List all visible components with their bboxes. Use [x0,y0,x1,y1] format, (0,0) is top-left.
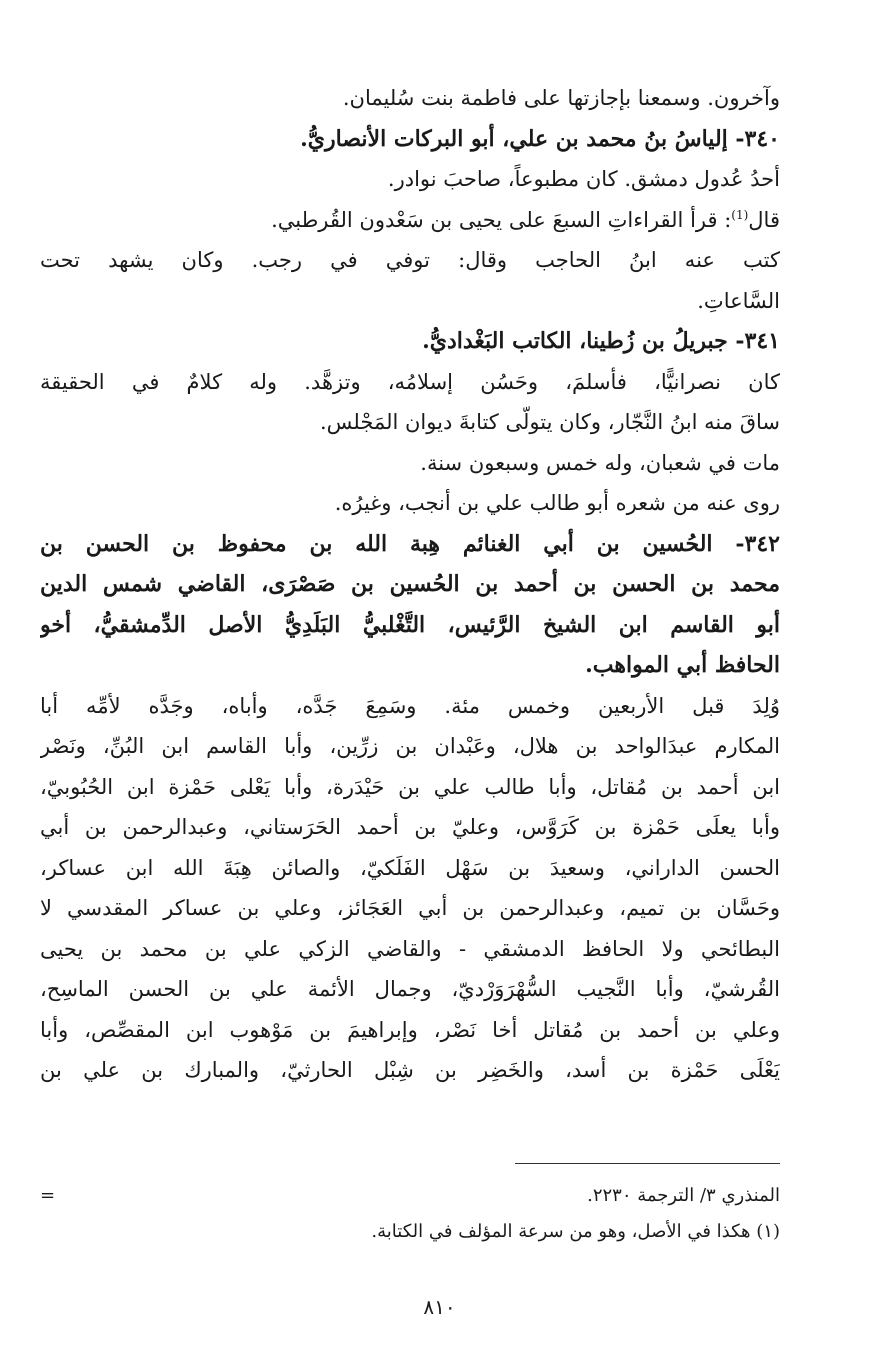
text-segment: قال [748,207,780,232]
page-number: ٨١٠ [423,1295,456,1319]
footnote-continuation [40,1181,780,1211]
entry-heading-342-cont: محمد بن الحسن بن أحمد بن الحُسين بن صَصْرَى، القاضي شمس الدين [40,571,780,597]
entry-heading-342: ٣٤٢- الحُسين بن أبي الغنائم هِبة الله بن محفوظ بن الحسن بن [40,530,780,557]
footnote-divider [515,1163,780,1164]
text-line: وعلي بن أحمد بن مُقاتل أخا نَصْر، وإبراهيمَ بن مَوْهوب ابن المقصِّص، وأبا [40,1017,780,1042]
text-line: وأبا يعلَى حَمْزة بن كَرَوَّس، وعليّ بن أحمد الحَرَستاني، وعبدالرحمن بن أبي [40,815,780,839]
text-line: المكارم عبدَالواحد بن هلال، وعَبْدان بن زرِّين، وأبا القاسم ابن البُنِّ، ونَصْر [40,734,780,758]
entry-heading-342-cont: أبو القاسم ابن الشيخ الرَّئيس، التَّغْلبيُّ البَلَدِيُّ الأصل الدِّمشقيُّ، أخو [40,611,780,638]
footnote-continuation-text: المنذري ٣/ الترجمة ٢٢٣٠. [587,1185,780,1206]
continuation-mark: = [40,1185,56,1206]
text-line: وآخرون. وسمعنا بإجازتها على فاطمة بنت سُليمان. [342,86,780,110]
text-line: وُلِدَ قبل الأربعين وخمس مئة. وسَمِعَ جَدَّه، وأباه، وجَدَّه لأمِّه أبا [40,693,780,718]
text-line: روى عنه من شعره أبو طالب علي بن أنجب، وغيرُه. [334,491,780,515]
text-line: وحَسَّان بن تميم، وعبدالرحمن بن أبي العَجَائز، وعلي بن عساكر المقدسي لا [40,896,780,920]
text-line: يَعْلَى حَمْزة بن أسد، والخَضِر بن شِبْل الحارثيّ، والمبارك بن علي بن [40,1058,780,1082]
footnote-1: (١) هكذا في الأصل، وهو من سرعة المؤلف في الكتابة. [371,1221,780,1242]
entry-heading-340: ٣٤٠- إلياسُ بنُ محمد بن علي، أبو البركات الأنصاريُّ. [300,125,780,152]
text-line: أحدُ عُدول دمشق. كان مطبوعاً، صاحبَ نوادر. [387,167,780,191]
text-line: القُرشيّ، وأبا النَّجيب السُّهْرَوَرْديّ، وجمال الأئمة علي بن الحسن الماسِح، [40,977,780,1001]
footnote-reference: (1) [731,207,749,222]
text-line: البطائحي ولا الحافظ الدمشقي - والقاضي الزكي علي بن محمد بن يحيى [40,936,780,961]
text-line: كان نصرانيًّا، فأسلمَ، وحَسُن إسلامُه، وتزهَّد. وله كلامٌ في الحقيقة [40,369,780,394]
text-line: الحسن الداراني، وسعيدَ بن سَهْل الفَلَكيّ، والصائن هِبَةَ الله ابن عساكر، [40,855,780,880]
text-line: مات في شعبان، وله خمس وسبعون سنة. [420,450,780,475]
text-line: ساقَ منه ابنُ النَّجّار، وكان يتولّى كتابةَ ديوان المَجْلس. [319,410,780,434]
page-body [40,78,780,1091]
entry-heading-341: ٣٤١- جبريلُ بن زُطينا، الكاتب البَغْداديُّ. [422,328,780,354]
text-line-with-footnote [40,200,780,241]
entry-heading-342-cont: الحافظ أبي المواهب. [585,652,780,678]
text-line: السَّاعاتِ. [697,288,780,313]
text-segment: : قرأ القراءاتِ السبعَ على يحيى بن سَعْدون القُرطبي. [271,207,732,232]
text-line: ابن أحمد بن مُقاتل، وأبا طالب علي بن حَيْدَرة، وأبا يَعْلى حَمْزة ابن الحُبُوبيّ، [40,774,780,799]
text-line: كتب عنه ابنُ الحاجب وقال: توفي في رجب. وكان يشهد تحت [40,248,780,272]
